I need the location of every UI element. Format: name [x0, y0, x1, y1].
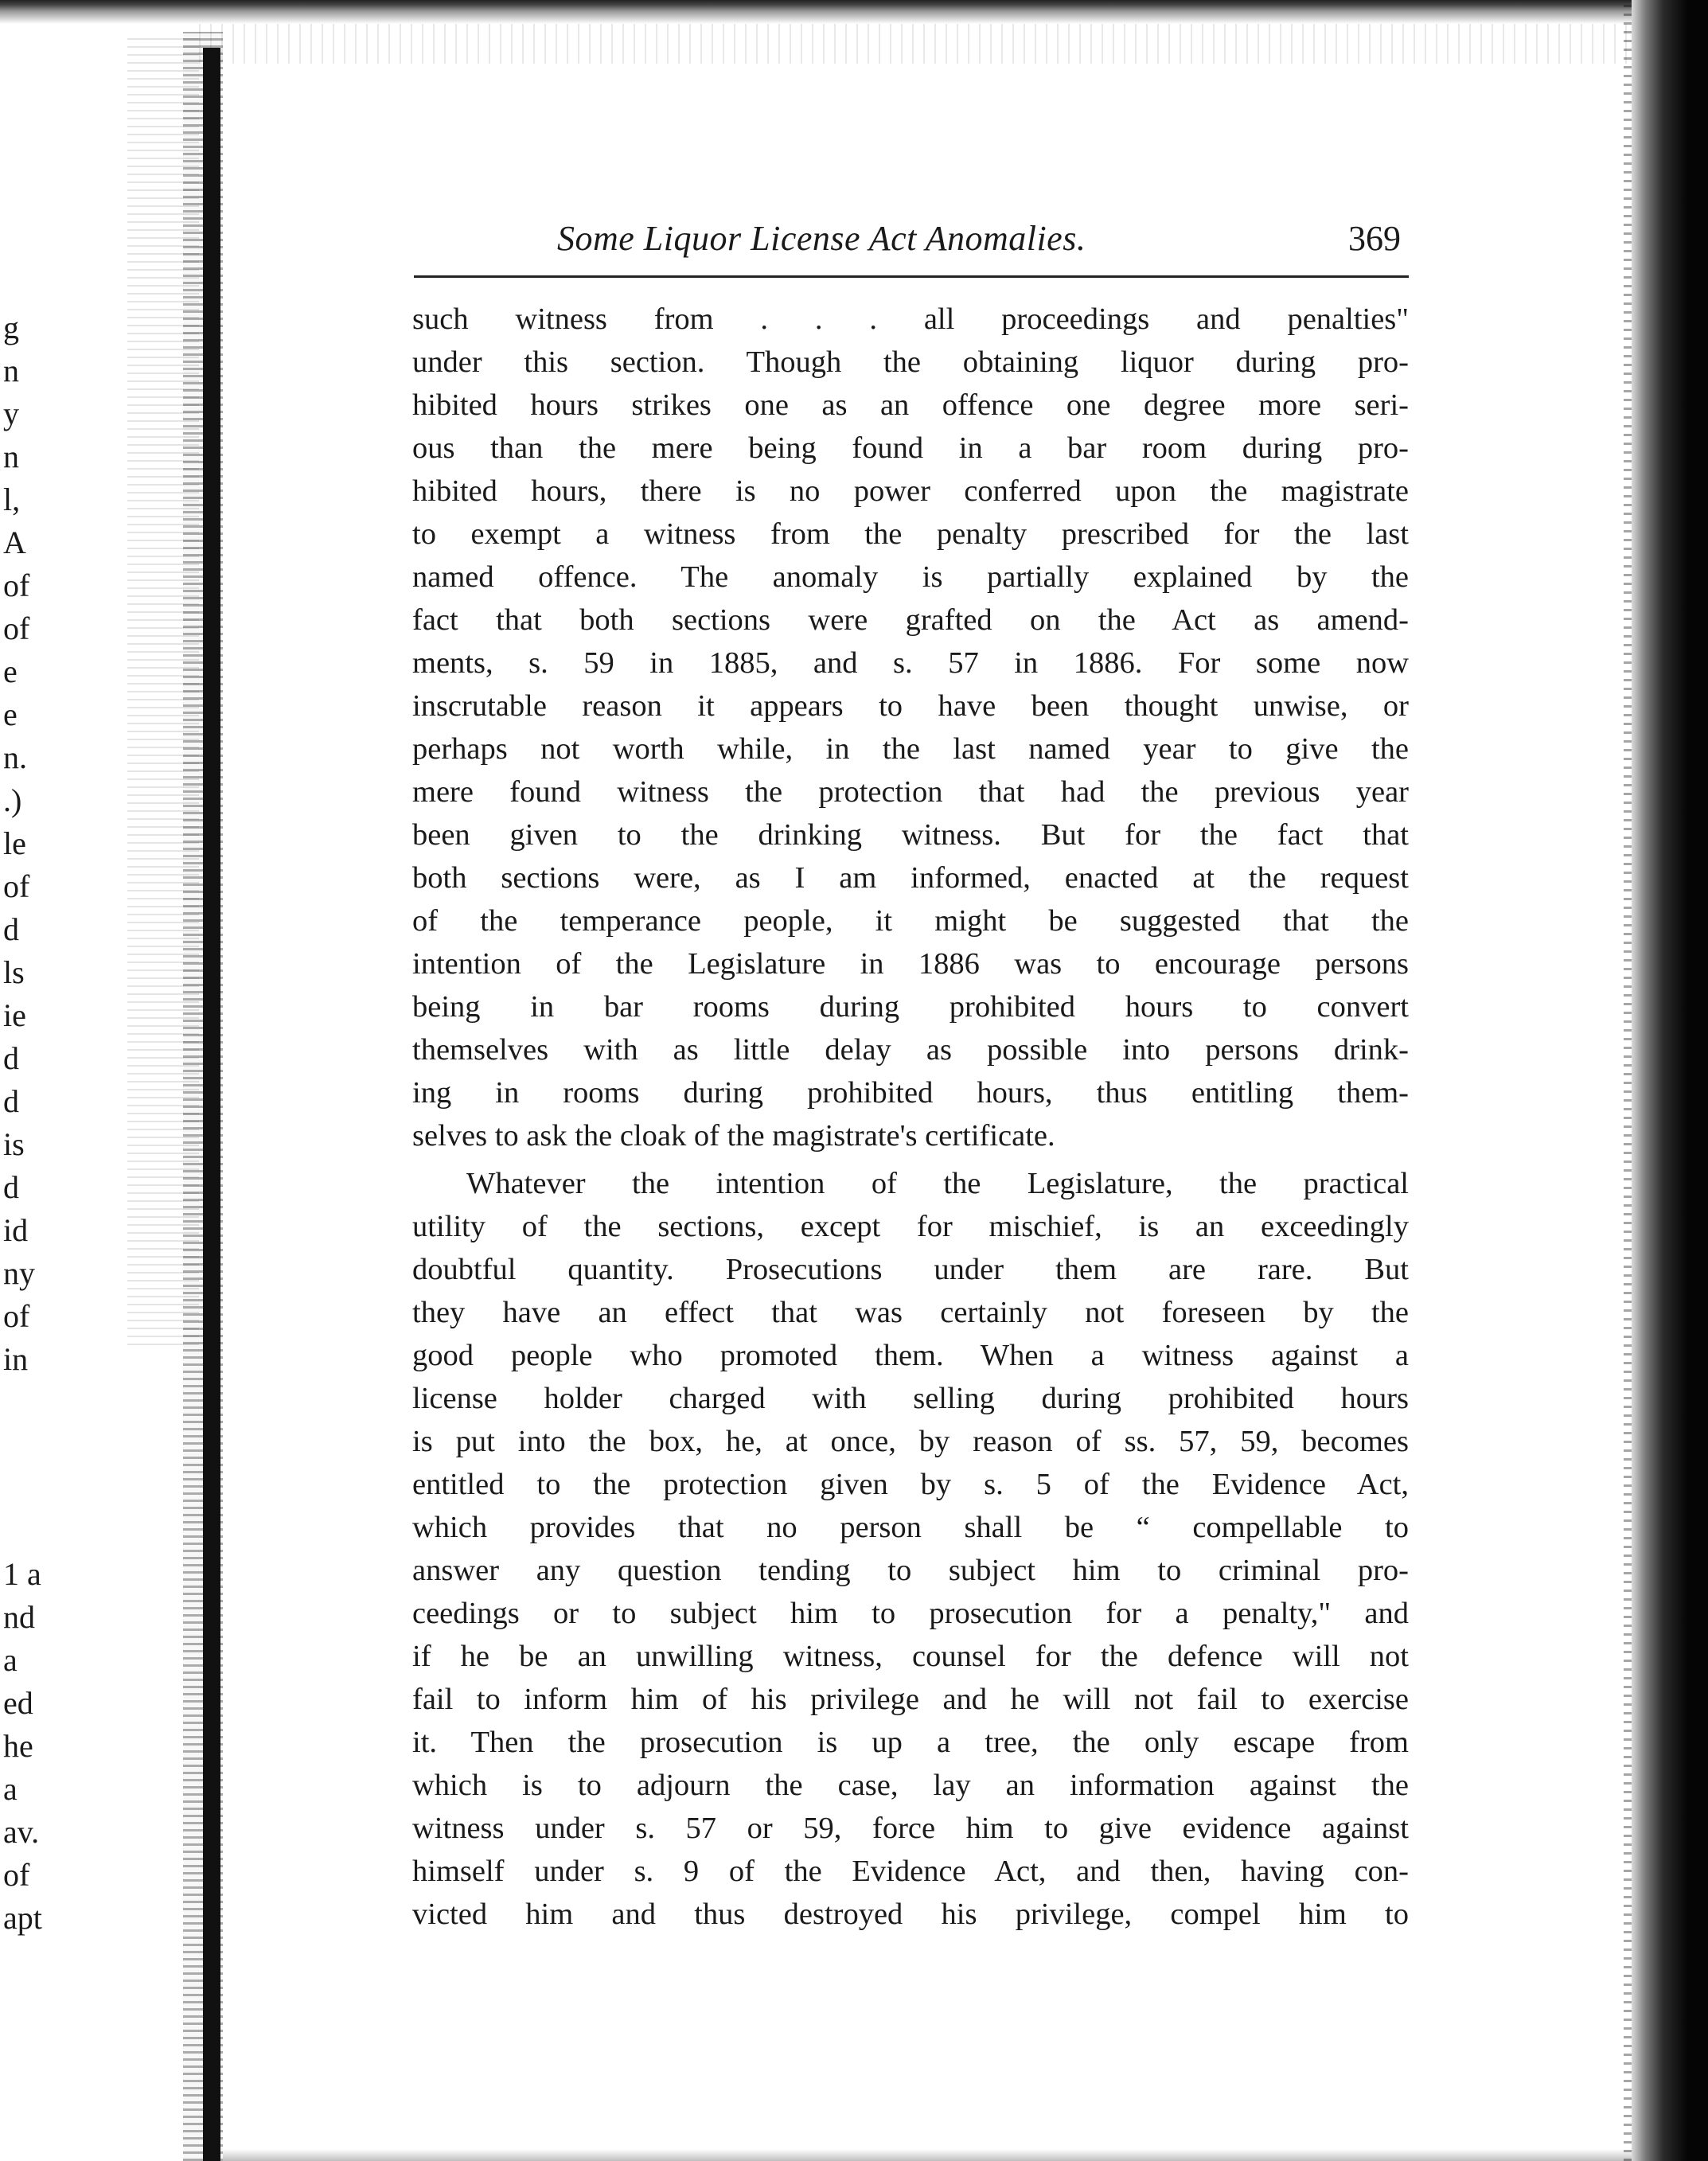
text-line: doubtful quantity. Prosecutions under them are rare. But [412, 1253, 1409, 1286]
header-rule [414, 275, 1409, 278]
text-line: they have an effect that was certainly not foreseen by the [412, 1296, 1409, 1329]
previous-page-text-fragment: .) [3, 782, 22, 818]
previous-page-text-fragment: g [3, 310, 19, 345]
text-line: named offence. The anomaly is partially explained by the [412, 560, 1409, 594]
text-line: himself under s. 9 of the Evidence Act, and then, having con- [412, 1855, 1409, 1888]
text-line: answer any question tending to subject him to criminal pro- [412, 1554, 1409, 1587]
book-spine [203, 48, 220, 2161]
previous-page-text-fragment: n. [3, 739, 27, 775]
page-top-edge [0, 0, 1640, 24]
page-bottom-edge [223, 2149, 1632, 2161]
text-line: been given to the drinking witness. But for the fact that [412, 818, 1409, 852]
previous-page-text-fragment: in [3, 1341, 29, 1377]
running-title: Some Liquor License Act Anomalies. [557, 219, 1086, 258]
previous-page-text-fragment: y [3, 396, 19, 431]
text-line: being in bar rooms during prohibited hours to convert [412, 990, 1409, 1024]
text-line: witness under s. 57 or 59, force him to give evidence against [412, 1812, 1409, 1845]
previous-page-text-fragment: l, [3, 482, 21, 517]
previous-page-text-fragment: ny [3, 1255, 35, 1291]
previous-page-text-fragment: he [3, 1728, 33, 1764]
previous-page-text-fragment: of [3, 1298, 30, 1334]
previous-page-text-fragment: ie [3, 997, 26, 1033]
previous-page-text-fragment: av. [3, 1814, 40, 1850]
previous-page-text-fragment: of [3, 568, 30, 603]
text-line: themselves with as little delay as possible into persons drink- [412, 1033, 1409, 1067]
text-line: mere found witness the protection that had the previous year [412, 775, 1409, 809]
previous-page-text-fragment: a [3, 1642, 18, 1678]
text-line: of the temperance people, it might be suggested that the [412, 904, 1409, 938]
previous-page-text-fragment: le [3, 825, 26, 861]
previous-page-text-fragment: e [3, 696, 18, 732]
text-line: hibited hours strikes one as an offence one degree more seri- [412, 388, 1409, 422]
text-line: victed him and thus destroyed his privilege, compel him to [412, 1898, 1409, 1931]
text-line: entitled to the protection given by s. 5 of the Evidence Act, [412, 1468, 1409, 1501]
previous-page-text-fragment: of [3, 610, 30, 646]
previous-page-text-fragment: e [3, 653, 18, 689]
previous-page-text-fragment: d [3, 911, 19, 947]
previous-page-text-fragment: id [3, 1212, 29, 1248]
previous-page-text-fragment: n [3, 439, 19, 474]
previous-page-text-fragment: of [3, 868, 30, 904]
text-line: good people who promoted them. When a witness against a [412, 1339, 1409, 1372]
previous-page-text-fragment: d [3, 1083, 19, 1119]
text-line: which is to adjourn the case, lay an information against the [412, 1769, 1409, 1802]
running-header [414, 216, 1409, 264]
text-line: fail to inform him of his privilege and he will not fail to exercise [412, 1683, 1409, 1716]
text-line: hibited hours, there is no power conferred upon the magistrate [412, 474, 1409, 508]
previous-page-text-fragment: 1 a [3, 1556, 41, 1592]
text-line: it. Then the prosecution is up a tree, the only escape from [412, 1726, 1409, 1759]
page-right-edge [1632, 0, 1708, 2161]
text-line: license holder charged with selling during prohibited hours [412, 1382, 1409, 1415]
previous-page-fragment [0, 0, 64, 2161]
text-line: if he be an unwilling witness, counsel for the defence will not [412, 1640, 1409, 1673]
previous-page-text-fragment: of [3, 1857, 30, 1893]
previous-page-text-fragment: ls [3, 954, 25, 990]
text-line: both sections were, as I am informed, enacted at the request [412, 861, 1409, 895]
previous-page-text-fragment: nd [3, 1599, 35, 1635]
previous-page-text-fragment: ed [3, 1685, 33, 1721]
text-line: under this section. Though the obtaining liquor during pro- [412, 345, 1409, 379]
text-line: selves to ask the cloak of the magistrate's certificate. [412, 1119, 1055, 1153]
previous-page-text-fragment: apt [3, 1900, 42, 1936]
paragraph [412, 298, 1409, 1157]
text-line: intention of the Legislature in 1886 was to encourage persons [412, 947, 1409, 981]
previous-page-text-fragment: n [3, 353, 19, 388]
text-line: utility of the sections, except for mischief, is an exceedingly [412, 1210, 1409, 1243]
previous-page-text-fragment: is [3, 1126, 25, 1162]
text-line: fact that both sections were grafted on the Act as amend- [412, 603, 1409, 637]
text-line: Whatever the intention of the Legislature, the practical [466, 1167, 1409, 1200]
page-number: 369 [1348, 219, 1401, 258]
text-line: which provides that no person shall be “ compellable to [412, 1511, 1409, 1544]
scan-noise [199, 24, 1632, 64]
text-line: perhaps not worth while, in the last named year to give the [412, 732, 1409, 766]
text-line: is put into the box, he, at once, by reason of ss. 57, 59, becomes [412, 1425, 1409, 1458]
text-line: ous than the mere being found in a bar room during pro- [412, 431, 1409, 465]
text-line: ments, s. 59 in 1885, and s. 57 in 1886. For some now [412, 646, 1409, 680]
paragraph [412, 1157, 1409, 1936]
previous-page-text-fragment: A [3, 525, 26, 560]
body-text [412, 298, 1409, 1936]
previous-page-text-fragment: a [3, 1771, 18, 1807]
text-line: inscrutable reason it appears to have been thought unwise, or [412, 689, 1409, 723]
text-line: ing in rooms during prohibited hours, thus entitling them- [412, 1076, 1409, 1110]
text-line: ceedings or to subject him to prosecution for a penalty," and [412, 1597, 1409, 1630]
previous-page-text-fragment: d [3, 1169, 19, 1205]
previous-page-text-fragment: d [3, 1040, 19, 1076]
text-line: such witness from . . . all proceedings and penalties" [412, 302, 1409, 336]
text-line: to exempt a witness from the penalty prescribed for the last [412, 517, 1409, 551]
